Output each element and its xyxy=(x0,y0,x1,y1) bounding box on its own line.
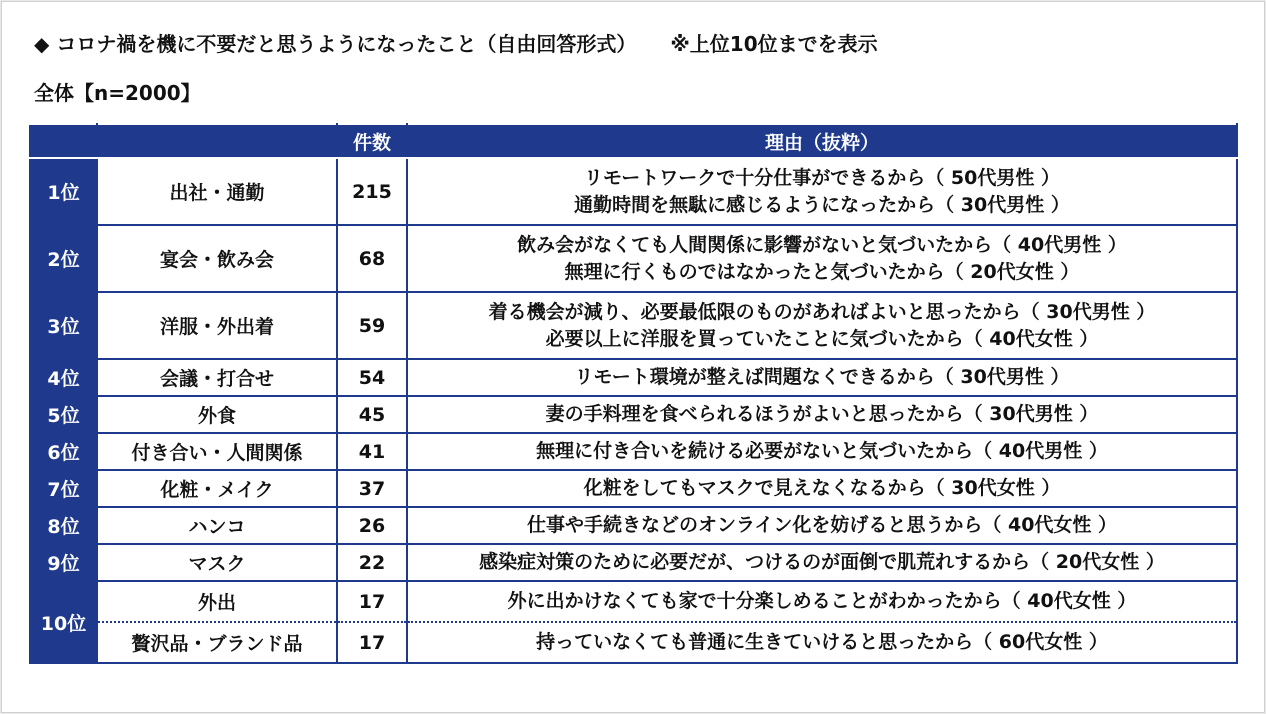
reason-text: 飲み会がなくても人間関係に影響がないと気づいたから（ 40代男性 ） xyxy=(517,233,1127,256)
count-cell: 45 xyxy=(337,396,407,433)
reason-cell xyxy=(407,359,1237,396)
category-cell: 洋服・外出着 xyxy=(97,292,337,359)
count-cell: 22 xyxy=(337,544,407,581)
reason-cell xyxy=(407,581,1237,622)
category-cell: ハンコ xyxy=(97,507,337,544)
table-row xyxy=(30,544,1237,581)
reason-text: 仕事や手続きなどのオンライン化を妨げると思うから（ 40代女性 ） xyxy=(526,514,1118,536)
reason-text: リモートワークで十分仕事ができるから（ 50代男性 ） xyxy=(584,166,1060,189)
rank-cell: 9位 xyxy=(30,544,97,581)
category-cell: 贅沢品・ブランド品 xyxy=(97,622,337,663)
reason-cell xyxy=(407,292,1237,359)
reason-text: 持っていなくても普通に生きていけると思ったから（ 60代女性 ） xyxy=(536,631,1108,653)
header-count: 件数 xyxy=(337,124,407,158)
reason-cell xyxy=(407,225,1237,292)
rank-cell: 5位 xyxy=(30,396,97,433)
header-reason: 理由（抜粋） xyxy=(407,124,1237,158)
ranking-table xyxy=(29,123,1238,664)
reason-cell xyxy=(407,433,1237,470)
header-rank xyxy=(30,124,97,158)
category-cell: 化粧・メイク xyxy=(97,470,337,507)
reason-cell xyxy=(407,396,1237,433)
rank-cell: 1位 xyxy=(30,158,97,225)
reason-text: 通勤時間を無駄に感じるようになったから（ 30代男性 ） xyxy=(574,193,1070,216)
rank-cell: 3位 xyxy=(30,292,97,359)
table-row xyxy=(30,396,1237,433)
table-header-row xyxy=(30,124,1237,158)
category-cell: マスク xyxy=(97,544,337,581)
table-row xyxy=(30,581,1237,622)
table-row xyxy=(30,158,1237,225)
table-row xyxy=(30,470,1237,507)
reason-cell xyxy=(407,544,1237,581)
count-cell: 215 xyxy=(337,158,407,225)
count-cell: 17 xyxy=(337,622,407,663)
reason-text: リモート環境が整えば問題なくできるから（ 30代男性 ） xyxy=(574,366,1070,388)
reason-cell xyxy=(407,158,1237,225)
reason-cell xyxy=(407,470,1237,507)
table-row xyxy=(30,292,1237,359)
reason-text: 外に出かけなくても家で十分楽しめることがわかったから（ 40代女性 ） xyxy=(507,590,1137,612)
reason-text: 妻の手料理を食べられるほうがよいと思ったから（ 30代男性 ） xyxy=(545,403,1099,425)
category-cell: 付き合い・人間関係 xyxy=(97,433,337,470)
rank-cell: 10位 xyxy=(30,581,97,663)
table-row xyxy=(30,359,1237,396)
count-cell: 17 xyxy=(337,581,407,622)
reason-text: 着る機会が減り、必要最低限のものがあればよいと思ったから（ 30代男性 ） xyxy=(488,300,1156,323)
title-main: ◆ コロナ禍を機に不要だと思うようになったこと（自由回答形式） xyxy=(34,32,637,56)
page-title xyxy=(34,31,878,57)
reason-text: 無理に行くものではなかったと気づいたから（ 20代女性 ） xyxy=(564,260,1080,283)
category-cell: 会議・打合せ xyxy=(97,359,337,396)
reason-text: 感染症対策のために必要だが、つけるのが面倒で肌荒れするから（ 20代女性 ） xyxy=(479,551,1165,573)
rank-cell: 6位 xyxy=(30,433,97,470)
category-cell: 出社・通勤 xyxy=(97,158,337,225)
rank-cell: 4位 xyxy=(30,359,97,396)
count-cell: 54 xyxy=(337,359,407,396)
table-row xyxy=(30,433,1237,470)
rank-cell: 8位 xyxy=(30,507,97,544)
table-row xyxy=(30,507,1237,544)
reason-cell xyxy=(407,507,1237,544)
reason-text: 化粧をしてもマスクで見えなくなるから（ 30代女性 ） xyxy=(583,477,1061,499)
table-body xyxy=(30,158,1237,663)
rank-cell: 7位 xyxy=(30,470,97,507)
sample-size-label: 全体【n=2000】 xyxy=(34,81,201,105)
reason-text: 必要以上に洋服を買っていたことに気づいたから（ 40代女性 ） xyxy=(545,327,1099,350)
count-cell: 26 xyxy=(337,507,407,544)
header-category xyxy=(97,124,337,158)
category-cell: 宴会・飲み会 xyxy=(97,225,337,292)
title-note: ※上位10位までを表示 xyxy=(670,32,878,56)
category-cell: 外食 xyxy=(97,396,337,433)
reason-cell xyxy=(407,622,1237,663)
count-cell: 41 xyxy=(337,433,407,470)
rank-cell: 2位 xyxy=(30,225,97,292)
category-cell: 外出 xyxy=(97,581,337,622)
reason-text: 無理に付き合いを続ける必要がないと気づいたから（ 40代男性 ） xyxy=(536,440,1108,462)
table-row xyxy=(30,622,1237,663)
count-cell: 68 xyxy=(337,225,407,292)
count-cell: 59 xyxy=(337,292,407,359)
table-row xyxy=(30,225,1237,292)
count-cell: 37 xyxy=(337,470,407,507)
